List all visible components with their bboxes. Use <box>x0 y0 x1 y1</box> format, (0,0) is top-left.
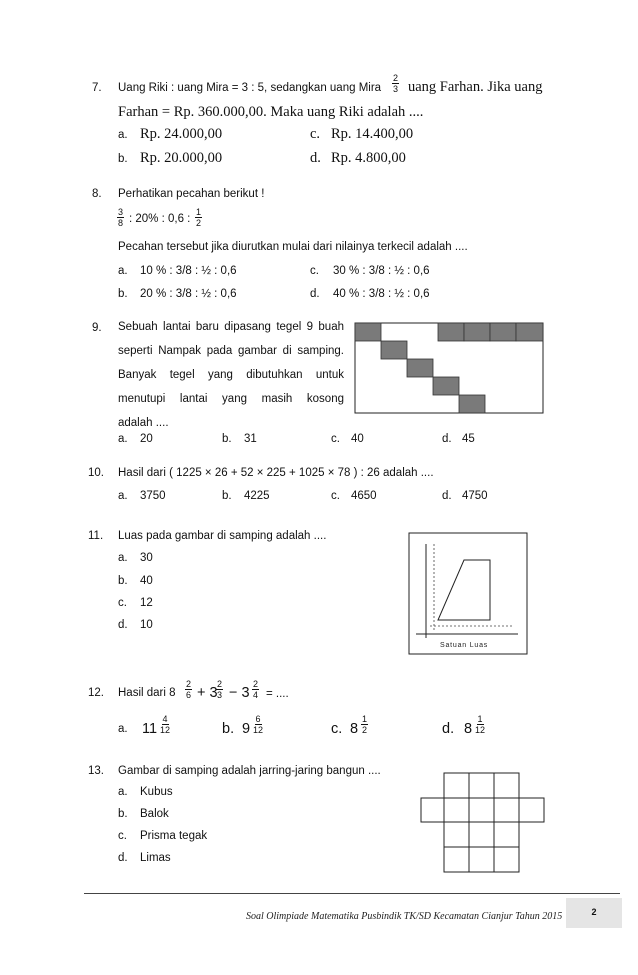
operator: + 3 <box>197 685 218 701</box>
option-text: Limas <box>140 852 171 864</box>
option-letter: c. <box>331 433 340 445</box>
question-stem-line: adalah .... <box>118 417 169 429</box>
option-letter: d. <box>310 288 320 300</box>
page-number-box <box>566 898 622 928</box>
net-figure <box>420 772 546 874</box>
option-text: Rp. 4.800,00 <box>331 150 406 166</box>
area-figure <box>408 532 528 656</box>
tile-floor-figure <box>354 322 546 414</box>
fraction: $\frac{1}{12}$ <box>475 714 486 735</box>
question-number: 8. <box>92 188 102 200</box>
question-stem-line: menutupi lantai yang masih kosong <box>118 393 344 405</box>
question-stem: Uang Riki : uang Mira = 3 : 5, sedangkan uang Mira <box>118 82 382 94</box>
question-stem-line: Sebuah lantai baru dipasang tegel 9 buah <box>118 321 344 333</box>
footer-text: Soal Olimpiade Matematika Pusbindik TK/SD Kecamatan Cianjur Tahun 2015 <box>246 911 563 922</box>
question-number: 9. <box>92 322 102 334</box>
fraction: $\frac{2}{4}$ <box>253 679 259 700</box>
question-stem: Luas pada gambar di samping adalah .... <box>118 530 327 542</box>
option-letter: c. <box>118 830 127 842</box>
tile <box>490 323 516 341</box>
option-letter: c. <box>310 265 319 277</box>
option-letter: b. <box>222 433 232 445</box>
question-number: 7. <box>92 82 102 94</box>
option-whole: 9 <box>242 721 251 737</box>
option-text: 40 % : 3/8 : ½ : 0,6 <box>333 288 430 300</box>
option-text: 10 <box>140 619 153 631</box>
option-letter: b. <box>222 490 232 502</box>
option-text: 4225 <box>244 490 270 502</box>
fraction: $\frac{6}{12}$ <box>253 714 264 735</box>
option-text: 30 <box>140 552 153 564</box>
fraction: $\frac{4}{12}$ <box>160 714 171 735</box>
option-letter: a. <box>118 265 128 277</box>
option-letter: c. <box>310 126 321 142</box>
option-letter: b. <box>118 153 128 165</box>
option-letter: b. <box>118 575 128 587</box>
question-number: 12. <box>88 687 104 699</box>
option-text: 45 <box>462 433 475 445</box>
fraction: $\frac{2}{3}$ <box>393 73 399 94</box>
question-stem: Farhan = Rp. 360.000,00. Maka uang Riki adalah .... <box>118 104 424 120</box>
option-letter: a. <box>118 490 128 502</box>
page-number: 2 <box>591 907 597 917</box>
question-stem: Gambar di samping adalah jarring-jaring bangun .... <box>118 765 381 777</box>
expression: : 20% : 0,6 : <box>129 213 191 225</box>
option-text: Rp. 24.000,00 <box>140 126 223 142</box>
option-letter: d. <box>310 150 321 166</box>
fraction: $\frac{2}{3}$ <box>217 679 223 700</box>
question-stem-line: seperti Nampak pada gambar di samping. <box>118 345 344 357</box>
option-letter: b. <box>118 288 128 300</box>
question-number: 13. <box>88 765 104 777</box>
option-text: Kubus <box>140 786 173 798</box>
option-text: 4650 <box>351 490 377 502</box>
tile <box>433 377 459 395</box>
option-text: Prisma tegak <box>140 830 208 842</box>
option-text: 40 <box>140 575 153 587</box>
fraction: $\frac{3}{8}$ <box>118 207 124 228</box>
question-stem-line: Banyak tegel yang dibutuhkan untuk <box>118 369 344 381</box>
option-text: Rp. 14.400,00 <box>331 126 414 142</box>
expression-prefix: Hasil dari 8 <box>118 687 176 699</box>
footer-divider <box>84 893 620 894</box>
option-whole: 8 <box>350 721 359 737</box>
option-letter: d. <box>118 619 128 631</box>
option-text: 3750 <box>140 490 166 502</box>
option-text: 10 % : 3/8 : ½ : 0,6 <box>140 265 237 277</box>
tile <box>355 323 381 341</box>
tile <box>459 395 485 413</box>
option-letter: a. <box>118 786 128 798</box>
fraction: $\frac{1}{2}$ <box>196 207 202 228</box>
option-letter: c. <box>118 597 127 609</box>
option-letter: d. <box>442 433 452 445</box>
option-text: 20 % : 3/8 : ½ : 0,6 <box>140 288 237 300</box>
option-letter: c. <box>331 721 343 737</box>
option-whole: 8 <box>464 721 473 737</box>
option-text: 31 <box>244 433 257 445</box>
option-letter: d. <box>442 490 452 502</box>
option-letter: a. <box>118 723 128 735</box>
operator: − 3 <box>229 685 250 701</box>
tile <box>407 359 433 377</box>
option-text: Rp. 20.000,00 <box>140 150 223 166</box>
fraction: $\frac{2}{6}$ <box>186 679 192 700</box>
option-letter: b. <box>118 808 128 820</box>
option-letter: d. <box>118 852 128 864</box>
option-letter: b. <box>222 721 235 737</box>
question-stem: uang Farhan. Jika uang <box>408 79 543 95</box>
option-letter: a. <box>118 552 128 564</box>
option-letter: a. <box>118 129 128 141</box>
option-text: 4750 <box>462 490 488 502</box>
fraction: $\frac{1}{2}$ <box>362 714 368 735</box>
tile <box>464 323 490 341</box>
question-number: 11. <box>88 530 104 542</box>
option-text: 30 % : 3/8 : ½ : 0,6 <box>333 265 430 277</box>
option-text: 12 <box>140 597 153 609</box>
equals: = .... <box>266 688 289 700</box>
question-number: 10. <box>88 467 104 479</box>
option-text: 40 <box>351 433 364 445</box>
tile <box>438 323 464 341</box>
question-stem: Pecahan tersebut jika diurutkan mulai dari nilainya terkecil adalah .... <box>118 241 468 253</box>
option-letter: a. <box>118 433 128 445</box>
tile <box>381 341 407 359</box>
question-stem: Perhatikan pecahan berikut ! <box>118 188 265 200</box>
option-text: Balok <box>140 808 169 820</box>
option-letter: d. <box>442 721 455 737</box>
question-stem: Hasil dari ( 1225 × 26 + 52 × 225 + 1025 × 78 ) : 26 adalah .... <box>118 467 434 479</box>
option-letter: c. <box>331 490 340 502</box>
figure-label: Satuan Luas <box>440 642 489 649</box>
tile <box>516 323 543 341</box>
option-whole: 11 <box>142 721 158 737</box>
option-text: 20 <box>140 433 153 445</box>
